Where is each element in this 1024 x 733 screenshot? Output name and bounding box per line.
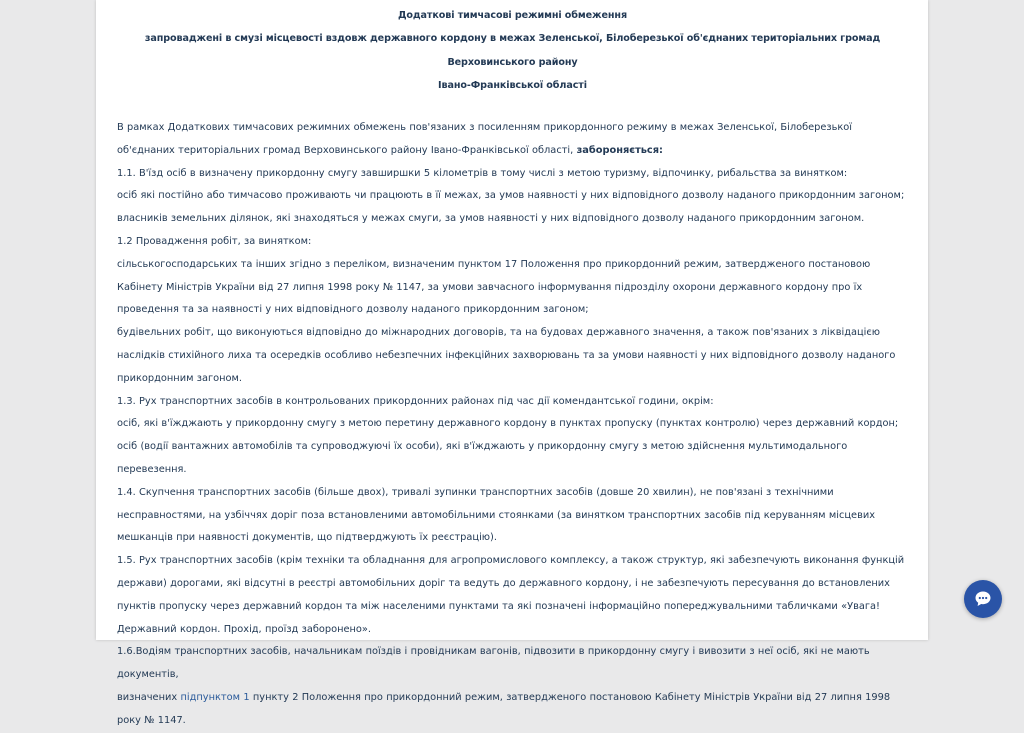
intro-text: В рамках Додаткових тимчасових режимних обмежень пов'язаних з посиленням прикордонного режиму в межах Зеленської, Білоберезької об'єднаних територіальних громад Верховинського району Івано-Франківської області,: [117, 122, 853, 156]
paragraph-1-1-a: осіб які постійно або тимчасово проживають чи працюють в її межах, за умов наявності у них відповідного дозволу наданого прикордонним загоном;: [117, 190, 905, 202]
intro-bold: забороняється:: [576, 144, 663, 156]
chat-button[interactable]: [964, 580, 1002, 618]
last-suffix: пункту 2 Положення про прикордонний режим, затвердженого постановою Кабінету Міністрів України від 27 липня 1998 року № 1147.: [117, 691, 891, 726]
document-content: [96, 0, 928, 733]
paragraph-1-2: 1.2 Провадження робіт, за винятком:: [117, 235, 312, 247]
paragraph-1-3-a: осіб, які в'їжджають у прикордонну смугу з метою перетину державного кордону в пунктах пропуску (пунктах контролю) через державний кордон;: [117, 418, 899, 430]
document-page: [96, 0, 928, 726]
paragraph-1-4: 1.4. Скупчення транспортних засобів (більше двох), тривалі зупинки транспортних засобів (довше 20 хвилин), не пов'язані з технічними несправностями, на узбіччях доріг поза встановленими автомобільними стоянками (за винятком транспортних засобів під керуванням місцевих мешканців при наявності документів, що підтверджують їх реєстрацію).: [117, 486, 876, 544]
doc-title-line-1: Додаткові тимчасові режимні обмеження: [397, 10, 628, 21]
paragraph-1-2-a: сільськогосподарських та інших згідно з переліком, визначеним пунктом 17 Положення про прикордонний режим, затвердженого постановою Кабінету Міністрів України від 27 липня 1998 року № 1147, за умови завчасного інформування підрозділу охорони державного кордону про їх проведення та за наявності у них відповідного дозволу наданого прикордонним загоном;: [117, 258, 871, 316]
doc-title-line-2: запроваджені в смузі місцевості вздовж державного кордону в межах Зеленської, Білоберезької об'єднаних територіальних громад Верховинського району: [144, 33, 881, 68]
paragraph-1-1: 1.1. В'їзд осіб в визначену прикордонну смугу завширшки 5 кілометрів в тому числі з метою туризму, відпочинку, рибальства за винятком:: [117, 167, 848, 179]
paragraph-1-3: 1.3. Рух транспортних засобів в контрольованих прикордонних районах під час дії комендантської години, окрім:: [117, 395, 714, 407]
chat-bubble-icon: [973, 589, 993, 609]
intro-paragraph: [117, 117, 908, 163]
subpoint-link[interactable]: підпунктом 1: [180, 691, 250, 703]
paragraph-1-5: 1.5. Рух транспортних засобів (крім техніки та обладнання для агропромислового комплексу, а також структур, які забезпечують виконання функцій держави) дорогами, які відсутні в реєстрі автомобільних доріг та ведуть до державного кордону, і не забезпечують пересування до встановлених пунктів пропуску через державний кордон та між населеними пунктами та які позначені інформаційно попереджувальними табличками «Увага! Державний кордон. Прохід, проїзд заборонено».: [117, 555, 905, 635]
paragraph-1-6-cont: [117, 687, 908, 733]
doc-title-line-3: Івано-Франківської області: [438, 80, 587, 91]
paragraph-1-2-b: будівельних робіт, що виконуються відповідно до міжнародних договорів, та на будовах державного значення, а також пов'язаних з ліквідацією наслідків стихійного лиха та осередків особливо небезпечних інфекційних захворювань та за умови наявності у них відповідного дозволу наданого прикордонним загоном.: [117, 327, 896, 384]
paragraph-1-6: 1.6.Водіям транспортних засобів, начальникам поїздів і провідникам вагонів, підвозити в прикордонну смугу і вивозити з неї осіб, які не мають документів,: [117, 646, 870, 681]
last-prefix: визначених: [117, 691, 178, 703]
paragraph-1-1-b: власників земельних ділянок, які знаходяться у межах смуги, за умов наявності у них відповідного дозволу наданого прикордонним загоном.: [117, 213, 865, 225]
paragraph-1-3-b: осіб (водії вантажних автомобілів та супроводжуючі їх особи), які в'їжджають у прикордонну смугу з метою здійснення мультимодального перевезення.: [117, 441, 848, 475]
